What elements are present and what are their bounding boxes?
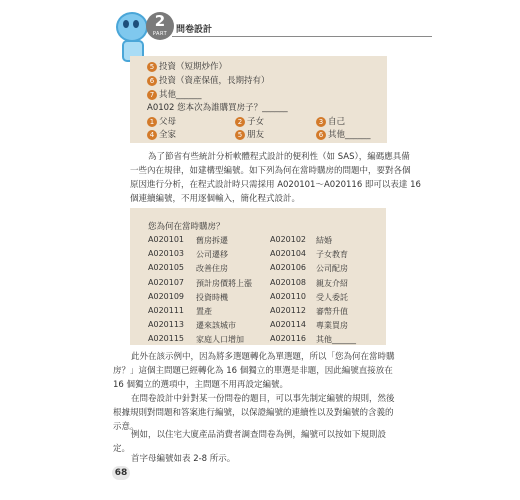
part-badge xyxy=(146,12,174,40)
body-paragraph xyxy=(113,350,395,392)
option-text: 自己 xyxy=(328,117,346,127)
paragraph-line: 為了節省有些統計分析軟體程式設計的便利性（如 SAS），編碼應具備 xyxy=(148,152,410,162)
code-right: A020116 xyxy=(270,334,307,344)
reason-left: 改善住房 xyxy=(196,264,228,274)
option-line xyxy=(235,128,264,142)
option-text: 全家 xyxy=(159,130,177,140)
reason-right: 公司配房 xyxy=(316,264,348,274)
option-text: 其他______ xyxy=(159,90,202,100)
option-text: 投資（短期炒作） xyxy=(159,62,228,72)
code-right: A020108 xyxy=(270,277,307,287)
body-paragraph xyxy=(113,452,235,466)
reason-left: 置產 xyxy=(196,307,212,316)
option-text: 子女 xyxy=(247,117,265,127)
code-left: A020109 xyxy=(148,291,185,301)
option-line xyxy=(147,128,176,142)
reason-right: 子女教育 xyxy=(316,250,348,260)
code-right: A020110 xyxy=(270,291,307,301)
code-left: A020107 xyxy=(148,277,185,287)
chapter-title: 問卷設計 xyxy=(176,25,213,35)
paragraph-line: 在問卷設計中針對某一份問卷的題目，可以事先制定編號的規則，然後 xyxy=(131,394,395,404)
paragraph-line: 個連續編號，不用逐個輸入，簡化程式設計。 xyxy=(130,194,301,204)
option-line xyxy=(316,128,371,142)
question-text: A0102 您本次為誰購買房子？______ xyxy=(147,103,288,113)
paragraph-line: 示意。 xyxy=(113,422,139,432)
reason-right: 親友介紹 xyxy=(316,278,348,288)
paragraph-line: 一些內在規律，如建構型編號。如下列為何在當時購房的問題中，要對各個 xyxy=(130,166,411,176)
option-number-badge: 1 xyxy=(147,117,157,127)
option-line xyxy=(235,115,264,129)
reason-right: 受人委託 xyxy=(316,292,348,302)
page-number: 68 xyxy=(112,466,130,480)
code-right: A020106 xyxy=(270,263,307,273)
option-number-badge: 5 xyxy=(147,62,157,72)
option-number-badge: 7 xyxy=(147,90,157,100)
mascot-illustration xyxy=(112,12,150,60)
code-left: A020115 xyxy=(148,334,185,344)
code-right: A020114 xyxy=(270,320,307,330)
reason-left: 舊房拆遷 xyxy=(196,236,228,245)
paragraph-line: 首字母編號如表 2-8 所示。 xyxy=(131,454,236,464)
paragraph-line: 原因進行分析，在程式設計時只需採用 A020101～A020116 即可以表達 16 xyxy=(130,180,421,190)
reason-left: 公司遷移 xyxy=(196,250,228,260)
code-right: A020102 xyxy=(270,235,307,244)
option-number-badge: 4 xyxy=(147,130,157,140)
reason-left: 預計房價將上漲 xyxy=(196,278,252,288)
paragraph-line: 例如，以住宅大廈產品消費者調查問卷為例，編號可以按如下規則設 xyxy=(131,430,387,440)
option-number-badge: 6 xyxy=(316,130,326,140)
reason-left: 投資時機 xyxy=(196,292,228,302)
reason-left: 家庭人口增加 xyxy=(196,335,244,345)
body-paragraph xyxy=(130,150,421,206)
paragraph-line: 根據規則對問題和答案進行編號，以保證編號的連續性以及對編號的含義的 xyxy=(113,408,394,418)
option-line xyxy=(147,60,227,74)
code-left: A020111 xyxy=(148,306,185,315)
option-line xyxy=(147,88,202,102)
reason-right: 結婚 xyxy=(316,236,332,245)
reason-left: 遷來該城市 xyxy=(196,321,236,331)
code-box-title: 您為何在當時購房？ xyxy=(148,222,225,232)
reason-right: 專業買房 xyxy=(316,321,348,331)
option-text: 朋友 xyxy=(247,130,265,140)
reason-right: 審幣升值 xyxy=(316,307,348,316)
reason-right: 其他______ xyxy=(316,335,356,345)
paragraph-line: 16 個獨立的選項中，主問題不用再設定編號。 xyxy=(113,380,289,390)
option-line xyxy=(147,74,270,88)
paragraph-line: 此外在該示例中，因為將多選題轉化為單選題，所以「您為何在當時購 xyxy=(131,352,395,362)
option-number-badge: 5 xyxy=(235,130,245,140)
option-line xyxy=(316,115,345,129)
option-number-badge: 6 xyxy=(147,76,157,86)
paragraph-line: 定。 xyxy=(113,444,131,454)
code-right: A020104 xyxy=(270,249,307,259)
code-left: A020105 xyxy=(148,263,185,273)
option-number-badge: 2 xyxy=(235,117,245,127)
paragraph-line: 房？」這個主問題已經轉化為 16 個獨立的單選是非題，因此編號直接放在 xyxy=(113,366,393,376)
code-left: A020113 xyxy=(148,320,185,330)
option-number-badge: 3 xyxy=(316,117,326,127)
part-label: PART xyxy=(152,31,168,37)
option-line xyxy=(147,115,176,129)
option-text: 其他______ xyxy=(328,130,371,140)
code-left: A020101 xyxy=(148,235,185,244)
option-text: 投資（資產保值，長期持有） xyxy=(159,76,270,86)
code-left: A020103 xyxy=(148,249,185,259)
option-text: 父母 xyxy=(159,117,177,127)
code-right: A020112 xyxy=(270,306,307,315)
part-number: 2 xyxy=(154,12,166,30)
